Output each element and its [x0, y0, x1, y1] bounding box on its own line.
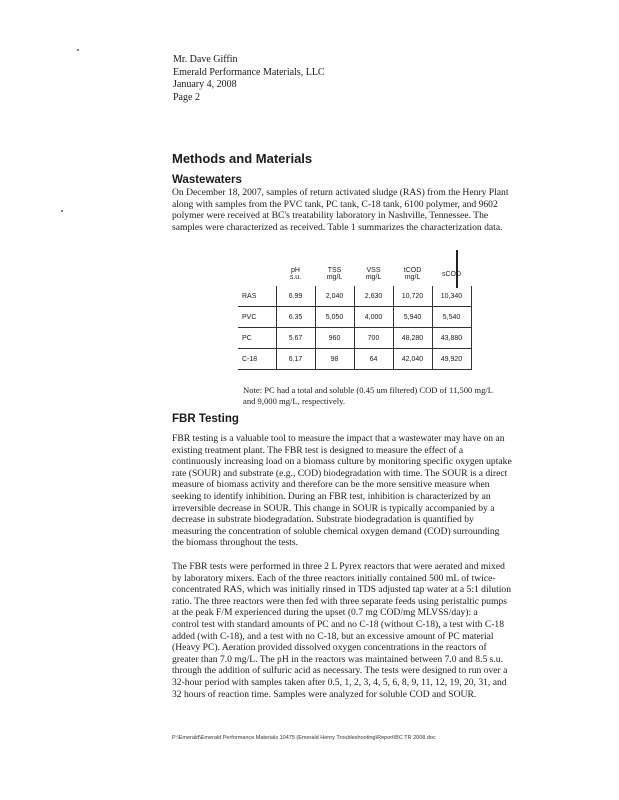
- table-cell: 64: [354, 349, 393, 370]
- text-line: concentrated RAS, which was initially rinsed in TDS adjusted tap water at a 5:1 dilution: [172, 584, 511, 596]
- text-line: On December 18, 2007, samples of return activated sludge (RAS) from the Henry Plant: [172, 187, 509, 198]
- table-cell: 48,280: [393, 328, 432, 349]
- table-cell: 960: [315, 328, 354, 349]
- text-line: through the addition of sulfuric acid as necessary. The tests were designed to run over a: [172, 665, 508, 677]
- letter-header: [173, 54, 325, 104]
- row-label: PC: [238, 328, 276, 349]
- text-line: seeking to identify inhibition. During an FBR test, inhibition is characterized by an: [172, 490, 491, 502]
- scan-speck: [61, 210, 63, 212]
- wastewaters-paragraph: [172, 187, 509, 233]
- text-line: added (with C-18), and a test with no C-18, but an excessive amount of PC material: [172, 630, 494, 642]
- fbr-paragraph-1: [172, 433, 512, 549]
- text-line: ratio. The three reactors were then fed with three separate feeds using peristaltic pumps: [172, 595, 507, 607]
- text-line: existing treatment plant. The FBR test is designed to measure the effect of a: [172, 444, 464, 456]
- text-line: control test with standard amounts of PC and no C-18 (without C-18), a test with C-18: [172, 618, 505, 630]
- table-cell: 2,630: [354, 286, 393, 307]
- characterization-table: [238, 262, 472, 370]
- table-cell: 6.35: [276, 307, 315, 328]
- section-title: Methods and Materials: [172, 151, 313, 166]
- fbr-heading: FBR Testing: [172, 413, 239, 425]
- text-line: by laboratory mixers. Each of the three reactors initially contained 500 mL of twice-: [172, 572, 496, 584]
- table-cell: 5,050: [315, 307, 354, 328]
- table-cell: 5.67: [276, 328, 315, 349]
- table-cell: 98: [315, 349, 354, 370]
- table-cell: 6.17: [276, 349, 315, 370]
- table-row: [238, 328, 471, 349]
- recipient-company: Emerald Performance Materials, LLC: [173, 66, 325, 78]
- column-header: pH s.u.: [289, 267, 302, 281]
- table-cell: 700: [354, 328, 393, 349]
- table-cell: 5,540: [432, 307, 471, 328]
- text-line: irreversible decrease in SOUR. This change in SOUR is typically accompanied by a: [172, 502, 495, 514]
- table-cell: 10,340: [432, 286, 471, 307]
- column-header: tCOD mg/L: [403, 267, 422, 281]
- text-line: FBR testing is a valuable tool to measure the impact that a wastewater may have on an: [172, 433, 505, 444]
- row-label-header: [238, 262, 276, 286]
- scan-speck: [77, 49, 79, 51]
- table-cell: 5,940: [393, 307, 432, 328]
- wastewaters-heading: Wastewaters: [172, 174, 242, 186]
- table-cell: 2,040: [315, 286, 354, 307]
- table-cell: 43,880: [432, 328, 471, 349]
- text-line: 32-hour period with samples taken after 0.5, 1, 2, 3, 4, 5, 6, 8, 9, 11, 12, 19, 20, 31, and: [172, 676, 507, 688]
- table-row: [238, 349, 471, 370]
- note-line: and 9,000 mg/L, respectively.: [243, 396, 346, 406]
- row-label: C-18: [238, 349, 276, 370]
- text-line: rate (SOUR) and substrate (e.g., COD) biodegradation with time. The SOUR is a direct: [172, 467, 508, 479]
- table-cell: 49,920: [432, 349, 471, 370]
- text-line: the biomass throughout the tests.: [172, 537, 299, 549]
- text-line: polymer were received at BC's treatability laboratory in Nashville, Tennessee. The: [172, 210, 489, 222]
- table-cell: 42,040: [393, 349, 432, 370]
- table-note: [243, 385, 493, 407]
- column-header: TSS mg/L: [326, 267, 343, 281]
- text-line: decrease in substrate biodegradation. Substrate biodegradation is quantified by: [172, 514, 474, 526]
- row-label: PVC: [238, 307, 276, 328]
- page-number: Page 2: [173, 91, 200, 103]
- table-cell: 10,720: [393, 286, 432, 307]
- recipient-name: Mr. Dave Giffin: [173, 54, 238, 65]
- text-line: greater than 7.0 mg/L. The pH in the reactors was maintained between 7.0 and 8.5 s.u.: [172, 653, 503, 665]
- column-header: sCOD: [441, 270, 462, 278]
- text-line: measuring the concentration of soluble chemical oxygen demand (COD) surrounding: [172, 525, 500, 537]
- table-cell: 4,000: [354, 307, 393, 328]
- table-row: [238, 286, 471, 307]
- text-line: measure of biomass activity and therefore can be the more sensitive measure when: [172, 479, 490, 491]
- text-line: along with samples from the PVC tank, PC tank, C-18 tank, 6100 polymer, and 9602: [172, 198, 498, 210]
- file-path-footer: P:\Emerald\Emerald Performance Materials 10475 (Emerald Henry Troubleshooting\Report\BC TR 2008.doc: [172, 735, 436, 741]
- text-line: samples were characterized as received. Table 1 summarizes the characterization data.: [172, 221, 503, 233]
- row-label: RAS: [238, 286, 276, 307]
- text-line: (Heavy PC). Aeration provided dissolved oxygen concentrations in the reactors of: [172, 642, 487, 654]
- text-line: The FBR tests were performed in three 2 L Pyrex reactors that were aerated and mixed: [172, 561, 505, 572]
- text-line: 32 hours of reaction time. Samples were analyzed for soluble COD and SOUR.: [172, 688, 477, 700]
- text-line: continuously increasing load on a biomass culture by monitoring specific oxygen uptake: [172, 456, 512, 468]
- fbr-paragraph-2: [172, 561, 511, 700]
- letter-date: January 4, 2008: [173, 79, 237, 90]
- table-row: [238, 307, 471, 328]
- column-header: VSS mg/L: [365, 267, 382, 281]
- note-line: Note: PC had a total and soluble (0.45 um filtered) COD of 11,500 mg/L: [243, 385, 494, 395]
- text-line: at the peak F/M experienced during the upset (0.7 mg COD/mg MLVSS/day): a: [172, 607, 478, 619]
- table-cell: 6.99: [276, 286, 315, 307]
